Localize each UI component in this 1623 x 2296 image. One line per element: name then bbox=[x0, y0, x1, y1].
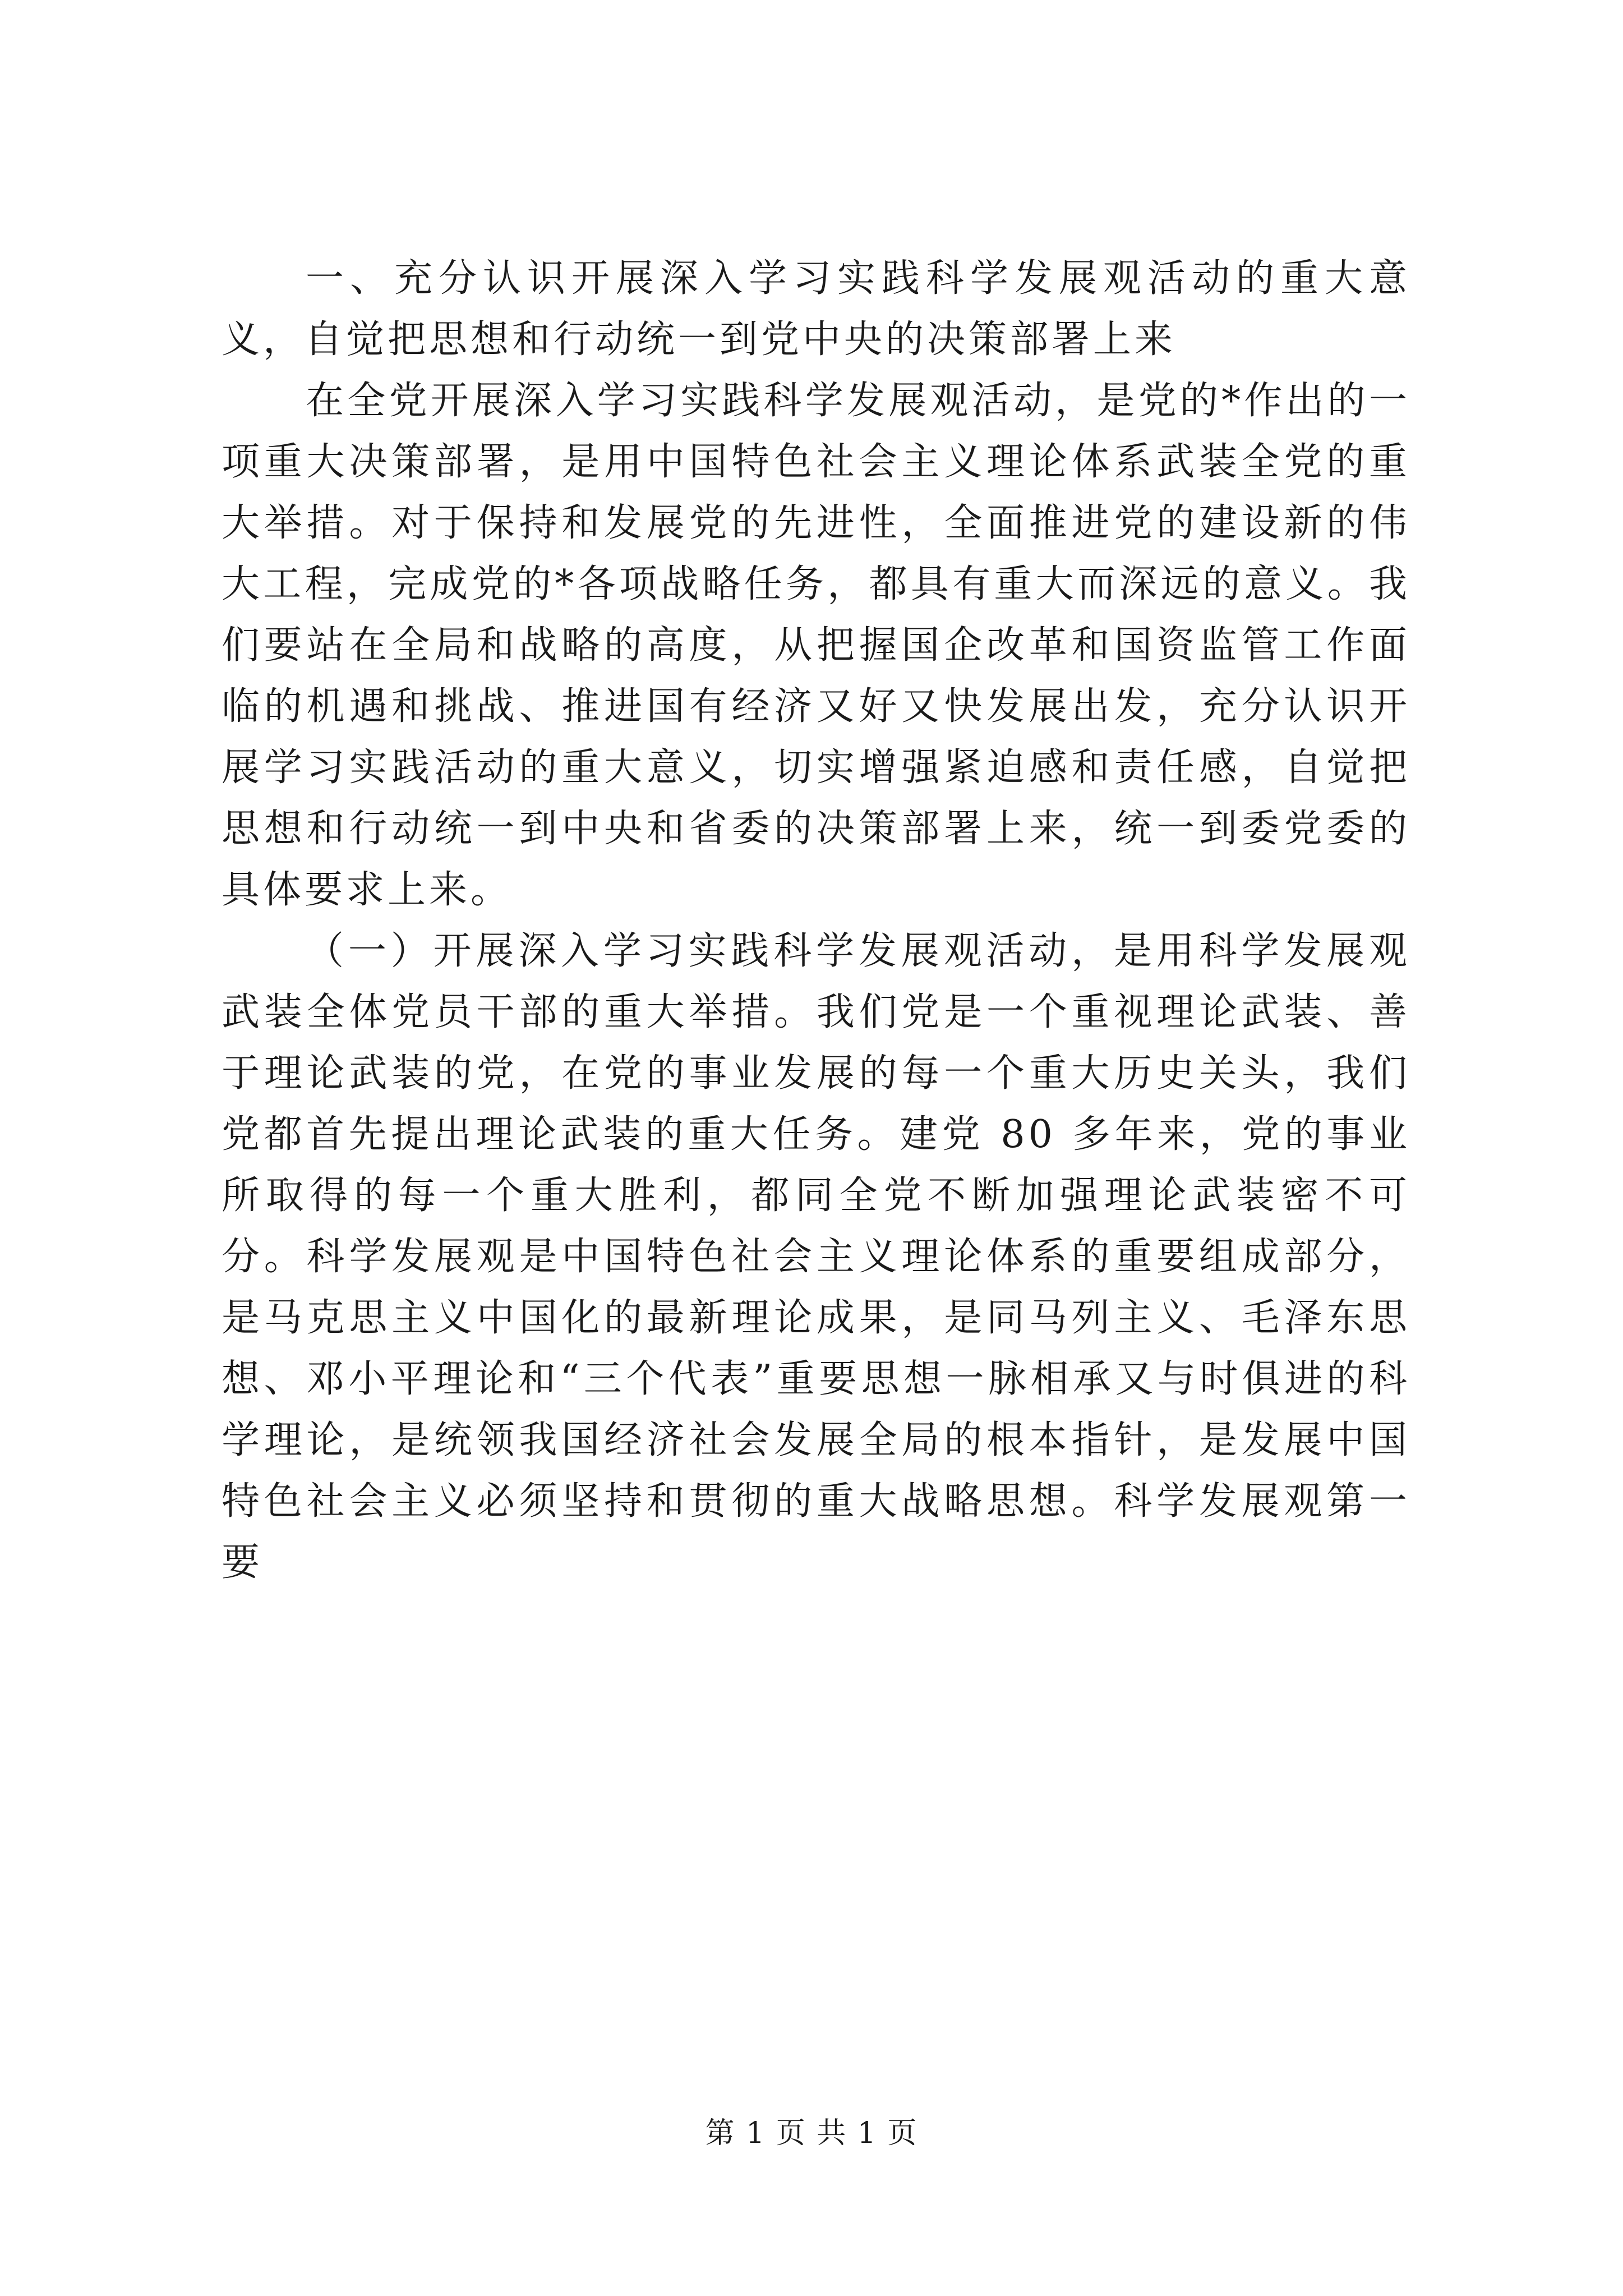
page-footer: 第 1 页 共 1 页 bbox=[705, 2116, 918, 2150]
section-heading: 一、充分认识开展深入学习实践科学发展观活动的重大意义，自觉把思想和行动统一到党中央的决策部署上来 bbox=[222, 256, 1410, 362]
body-paragraph-2: （一）开展深入学习实践科学发展观活动，是用科学发展观武装全体党员干部的重大举措。我们党是一个重视理论武装、善于理论武装的党，在党的事业发展的每一个重大历史关头，我们党都首先提出理论武装的重大任务。建党 80 多年来，党的事业所取得的每一个重大胜利，都同全党不断加强理论武装密不可分。科学发展观是中国特色社会主义理论体系的重要组成部分，是马克思主义中国化的最新理论成果，是同马列主义、毛泽东思想、邓小平理论和“三个代表”重要思想一脉相承又与时俱进的科学理论，是统领我国经济社会发展全局的根本指针，是发展中国特色社会主义必须坚持和贯彻的重大战略思想。科学发展观第一要 bbox=[222, 929, 1410, 1585]
body-paragraph-1: 在全党开展深入学习实践科学发展观活动，是党的*作出的一项重大决策部署，是用中国特色社会主义理论体系武装全党的重大举措。对于保持和发展党的先进性，全面推进党的建设新的伟大工程，完成党的*各项战略任务，都具有重大而深远的意义。我们要站在全局和战略的高度，从把握国企改革和国资监管工作面临的机遇和挑战、推进国有经济又好又快发展出发，充分认识开展学习实践活动的重大意义，切实增强紧迫感和责任感，自觉把思想和行动统一到中央和省委的决策部署上来，统一到委党委的具体要求上来。 bbox=[222, 379, 1410, 912]
document-body bbox=[222, 248, 1410, 1593]
